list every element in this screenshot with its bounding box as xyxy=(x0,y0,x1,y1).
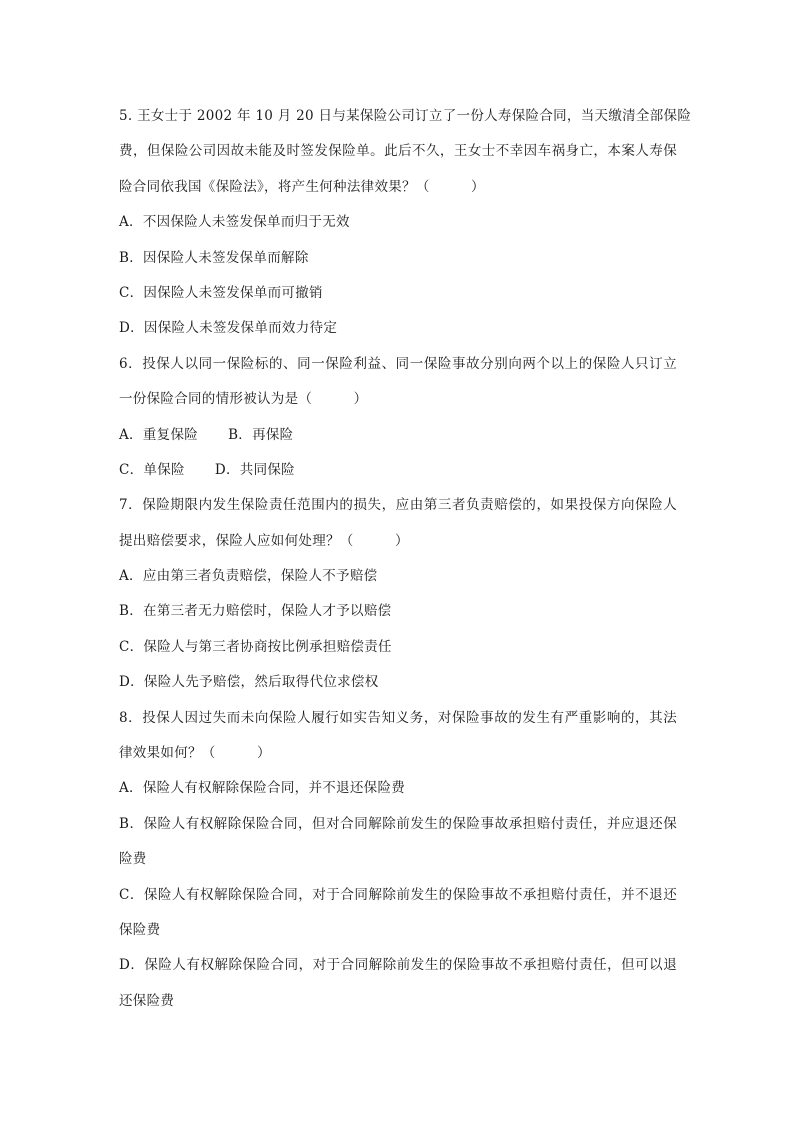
question-8-option-d-line-1: D．保险人有权解除保险合同，对于合同解除前发生的保险事故不承担赔付责任，但可以退 xyxy=(119,957,677,974)
question-6-option-b: B．再保险 xyxy=(228,426,294,443)
question-8-option-b-line-1: B．保险人有权解除保险合同，但对合同解除前发生的保险事故承担赔付责任，并应退还保 xyxy=(119,815,677,832)
question-7-stem-line-2: 提出赔偿要求，保险人应如何处理？（ ） xyxy=(119,532,409,549)
question-7-option-a: A．应由第三者负责赔偿，保险人不予赔偿 xyxy=(119,568,378,585)
question-6 xyxy=(119,347,679,489)
question-5-option-a: A．不因保险人未签发保单而归于无效 xyxy=(119,214,350,231)
question-7 xyxy=(119,488,679,700)
question-5-option-d: D．因保险人未签发保单而效力待定 xyxy=(119,320,338,337)
question-6-option-a: A．重复保险 xyxy=(119,426,199,443)
question-6-option-d: D．共同保险 xyxy=(214,461,295,478)
question-5 xyxy=(119,99,692,347)
document-body xyxy=(119,99,692,1019)
question-8-option-a: A．保险人有权解除保险合同，并不退还保险费 xyxy=(119,780,406,797)
question-5-stem-line-2: 费，但保险公司因故未能及时签发保险单。此后不久，王女士不幸因车祸身亡，本案人寿保 xyxy=(119,143,677,160)
question-8-option-c-line-1: C．保险人有权解除保险合同，对于合同解除前发生的保险事故不承担赔付责任，并不退还 xyxy=(119,886,677,903)
question-5-option-b: B．因保险人未签发保单而解除 xyxy=(119,249,309,266)
question-6-stem-line-2: 一份保险合同的情形被认为是（ ） xyxy=(119,391,368,408)
question-8-option-d-line-2: 还保险费 xyxy=(119,992,175,1009)
question-7-stem-line-1: 7．保险期限内发生保险责任范围内的损失，应由第三者负责赔偿的，如果投保方向保险人 xyxy=(119,497,677,514)
question-8-option-c-line-2: 保险费 xyxy=(119,921,161,938)
question-8 xyxy=(119,701,679,1020)
question-8-stem-line-1: 8．投保人因过失而未向保险人履行如实告知义务，对保险事故的发生有严重影响的，其法 xyxy=(119,709,677,726)
question-7-option-d: D．保险人先予赔偿，然后取得代位求偿权 xyxy=(119,674,379,691)
question-5-stem-line-3: 险合同依我国《保险法》，将产生何种法律效果？（ ） xyxy=(119,178,485,195)
question-8-stem-line-2: 律效果如何？（ ） xyxy=(119,745,271,762)
question-7-option-b: B．在第三者无力赔偿时，保险人才予以赔偿 xyxy=(119,603,392,620)
question-6-option-row-1 xyxy=(119,418,679,453)
question-7-option-c: C．保险人与第三者协商按比例承担赔偿责任 xyxy=(119,638,392,655)
question-6-stem-line-1: 6．投保人以同一保险标的、同一保险利益、同一保险事故分别向两个以上的保险人只订立 xyxy=(119,355,677,372)
question-8-option-b-line-2: 险费 xyxy=(119,851,147,868)
question-6-option-c: C．单保险 xyxy=(119,461,185,478)
question-6-option-row-2 xyxy=(119,453,679,488)
question-5-option-c: C．因保险人未签发保单而可撤销 xyxy=(119,284,323,301)
question-5-stem-line-1: 5. 王女士于 2002 年 10 月 20 日与某保险公司订立了一份人寿保险合同，当天缴清全部保险 xyxy=(119,108,692,124)
